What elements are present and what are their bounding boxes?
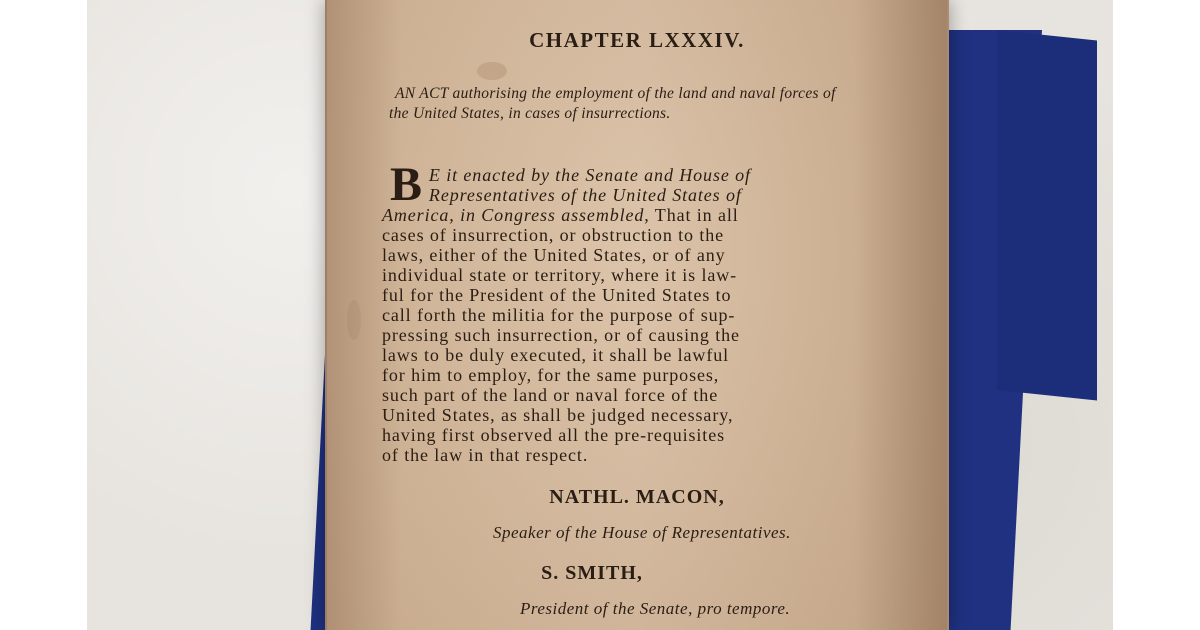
president-title: President of the Senate, pro tempore.	[520, 599, 791, 618]
body-line: E it enacted by the Senate and House of	[428, 165, 751, 185]
body-line: laws, either of the United States, or of any	[382, 245, 726, 265]
document-content	[327, 0, 947, 630]
body-line: for him to employ, for the same purposes,	[382, 365, 720, 385]
body-line: cases of insurrection, or obstruction to the	[382, 225, 725, 245]
body-line: such part of the land or naval force of the	[382, 385, 719, 405]
body-line: America, in Congress assembled, That in all	[382, 205, 739, 225]
body-line: call forth the militia for the purpose of sup-	[382, 305, 736, 325]
body-line: ful for the President of the United States to	[382, 285, 732, 305]
body-line: Representatives of the United States of	[428, 185, 742, 205]
body-line: individual state or territory, where it is law-	[382, 265, 738, 285]
president-name: S. SMITH,	[541, 562, 643, 584]
body-line: laws to be duly executed, it shall be lawful	[382, 345, 730, 365]
blue-folder-edge	[997, 30, 1097, 401]
chapter-heading: CHAPTER LXXXIV.	[529, 28, 745, 52]
document-page	[325, 0, 949, 630]
act-title: AN ACT authorising the employment of the land and naval forces of the United States, in cases of insurrections.	[389, 85, 836, 122]
drop-cap: B	[390, 158, 423, 211]
speaker-name: NATHL. MACON,	[549, 486, 725, 508]
body-line: pressing such insurrection, or of causing the	[382, 325, 740, 345]
body-line: of the law in that respect.	[382, 445, 589, 465]
body-line: having first observed all the pre-requisites	[382, 425, 726, 445]
body-line: United States, as shall be judged necessary,	[382, 405, 734, 425]
speaker-title: Speaker of the House of Representatives.	[493, 523, 791, 542]
act-body	[382, 158, 862, 465]
